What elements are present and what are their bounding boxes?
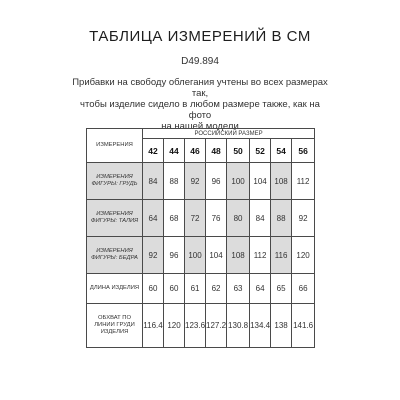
size-cell: 42 <box>143 139 164 163</box>
value-cell: 65 <box>271 274 292 304</box>
page-title: ТАБЛИЦА ИЗМЕРЕНИЙ В СМ <box>89 28 311 45</box>
fit-note-line: на нашей модели <box>161 121 239 132</box>
value-cell: 130.8 <box>227 304 250 348</box>
measure-header-cell: ИЗМЕРЕНИЯ <box>87 129 143 163</box>
value-cell: 62 <box>206 274 227 304</box>
row-label: ИЗМЕРЕНИЯ ФИГУРЫ: ГРУДЬ <box>87 163 143 200</box>
value-cell: 84 <box>143 163 164 200</box>
size-cell: 50 <box>227 139 250 163</box>
value-cell: 100 <box>185 237 206 274</box>
value-cell: 96 <box>206 163 227 200</box>
size-group-header-row <box>87 129 315 139</box>
value-cell: 141.6 <box>292 304 315 348</box>
value-cell: 66 <box>292 274 315 304</box>
size-cell: 44 <box>164 139 185 163</box>
table-row-length <box>87 274 315 304</box>
value-cell: 64 <box>143 200 164 237</box>
value-cell: 60 <box>164 274 185 304</box>
row-label: ИЗМЕРЕНИЯ ФИГУРЫ: БЕДРА <box>87 237 143 274</box>
value-cell: 116 <box>271 237 292 274</box>
value-cell: 72 <box>185 200 206 237</box>
value-cell: 92 <box>292 200 315 237</box>
size-cell: 46 <box>185 139 206 163</box>
value-cell: 92 <box>143 237 164 274</box>
value-cell: 104 <box>206 237 227 274</box>
value-cell: 68 <box>164 200 185 237</box>
value-cell: 96 <box>164 237 185 274</box>
value-cell: 108 <box>271 163 292 200</box>
value-cell: 112 <box>292 163 315 200</box>
value-cell: 120 <box>164 304 185 348</box>
table-row-waist <box>87 200 315 237</box>
value-cell: 88 <box>271 200 292 237</box>
row-label: ОБХВАТ ПО ЛИНИИ ГРУДИ ИЗДЕЛИЯ <box>87 304 143 348</box>
value-cell: 100 <box>227 163 250 200</box>
value-cell: 92 <box>185 163 206 200</box>
value-cell: 134.4 <box>250 304 271 348</box>
size-table <box>86 128 315 348</box>
value-cell: 123.6 <box>185 304 206 348</box>
value-cell: 104 <box>250 163 271 200</box>
value-cell: 116.4 <box>143 304 164 348</box>
size-cell: 56 <box>292 139 315 163</box>
table-row-chest <box>87 163 315 200</box>
value-cell: 64 <box>250 274 271 304</box>
value-cell: 60 <box>143 274 164 304</box>
table-row-garment-chest <box>87 304 315 348</box>
value-cell: 61 <box>185 274 206 304</box>
table-row-hips <box>87 237 315 274</box>
value-cell: 120 <box>292 237 315 274</box>
value-cell: 112 <box>250 237 271 274</box>
value-cell: 138 <box>271 304 292 348</box>
value-cell: 127.2 <box>206 304 227 348</box>
value-cell: 108 <box>227 237 250 274</box>
value-cell: 80 <box>227 200 250 237</box>
size-cell: 52 <box>250 139 271 163</box>
size-cell: 48 <box>206 139 227 163</box>
value-cell: 88 <box>164 163 185 200</box>
row-label: ИЗМЕРЕНИЯ ФИГУРЫ: ТАЛИЯ <box>87 200 143 237</box>
value-cell: 76 <box>206 200 227 237</box>
fit-note-line: Прибавки на свободу облегания учтены во всех размерах так, <box>72 77 328 99</box>
size-cell: 54 <box>271 139 292 163</box>
row-label: ДЛИНА ИЗДЕЛИЯ <box>87 274 143 304</box>
article-code: D49.894 <box>181 56 219 67</box>
value-cell: 63 <box>227 274 250 304</box>
value-cell: 84 <box>250 200 271 237</box>
fit-note <box>70 77 330 132</box>
size-group-header: РОССИЙСКИЙ РАЗМЕР <box>143 129 315 139</box>
fit-note-line: чтобы изделие сидело в любом размере также, как на фото <box>80 99 320 121</box>
